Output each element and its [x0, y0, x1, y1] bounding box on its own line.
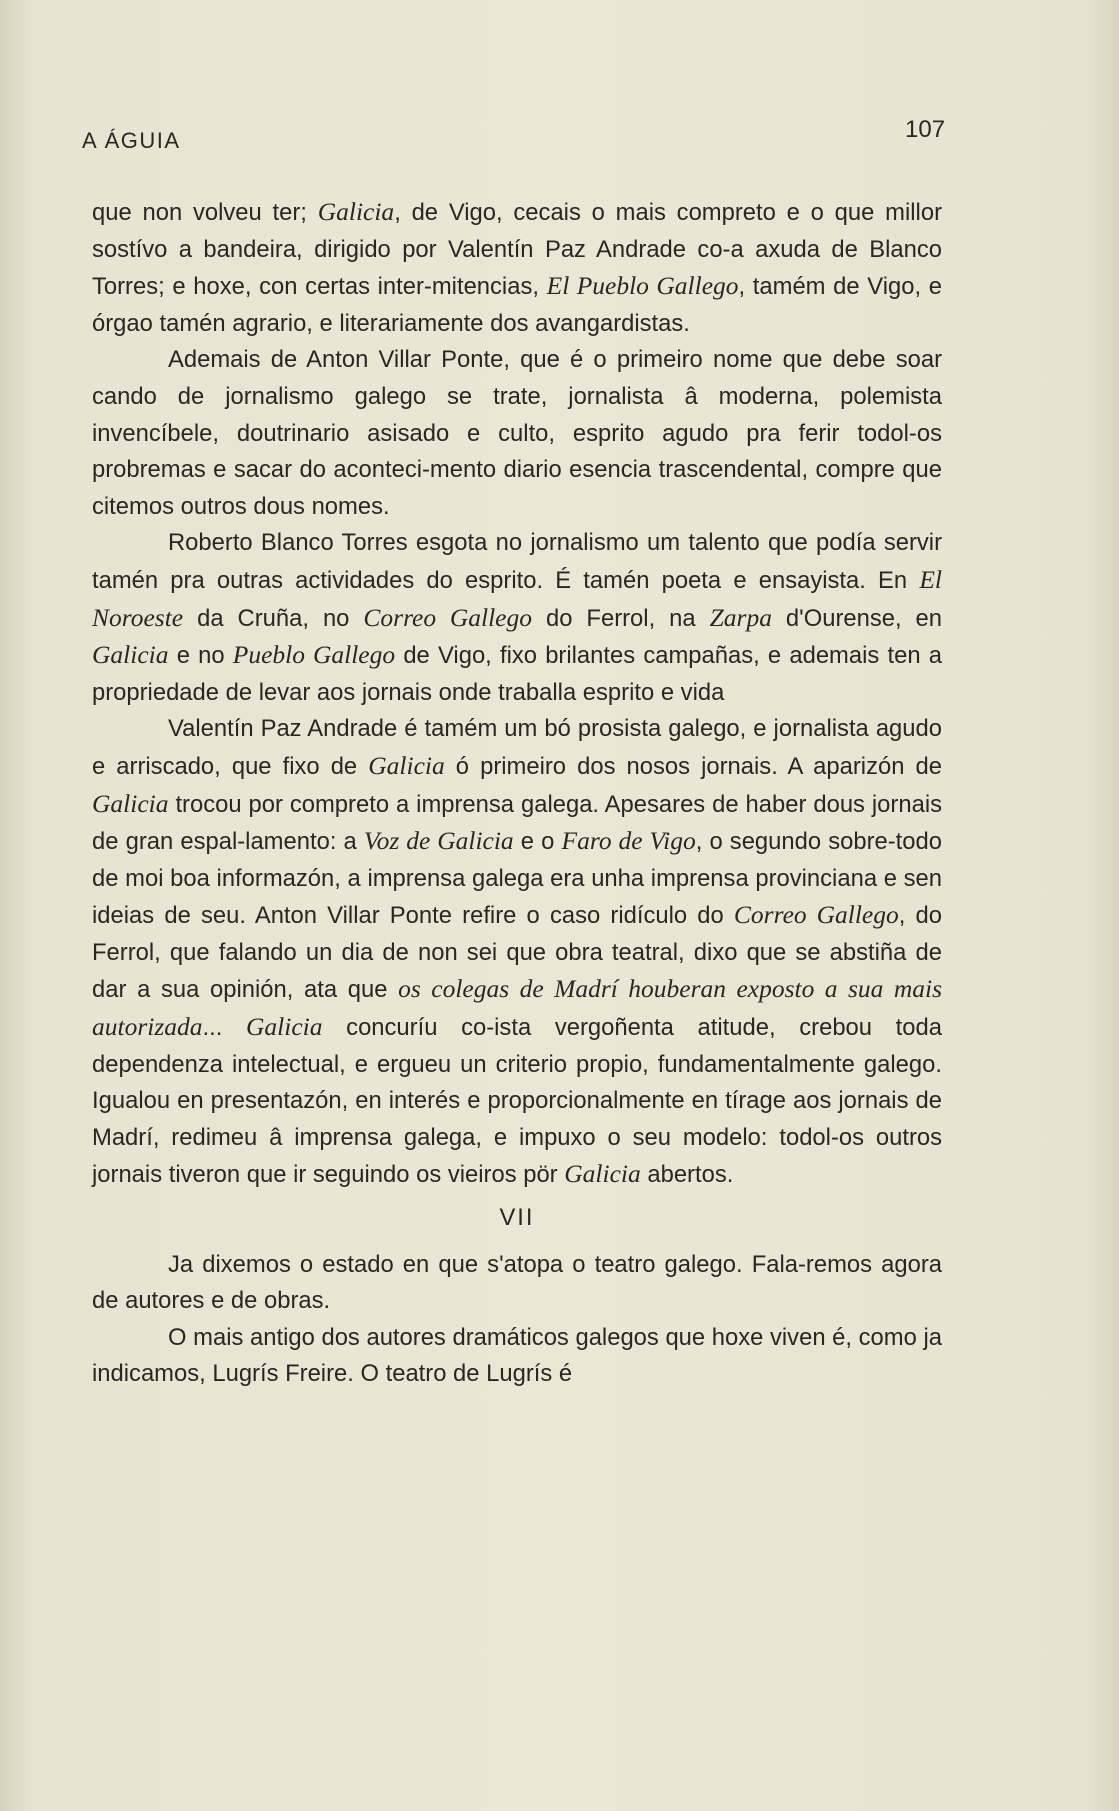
- text-run: Roberto Blanco Torres esgota no jornalismo um talento que podía servir tamén pra outras actividades do esprito. É tamén poeta e ensayista. En: [92, 529, 942, 594]
- text-run: , de Vigo, cecais o mais compreto e o que millor sostívo a bandeira, dirigido por Valentín Paz Andrade co-a axuda de Blanco Torres; e hoxe, con certas inter-mitencias,: [92, 199, 942, 301]
- text-run: da Cruña, no: [183, 604, 364, 632]
- text-run: d'Ourense, en: [771, 604, 943, 632]
- italic-title: Pueblo Gallego: [232, 640, 396, 670]
- text-run: e no: [168, 642, 233, 670]
- running-title: A ÁGUIA: [82, 128, 181, 153]
- italic-title: Correo Gallego: [363, 602, 533, 632]
- italic-title: Zarpa: [709, 602, 772, 632]
- text-run: ...: [202, 1014, 247, 1042]
- italic-title: Galicia: [564, 1159, 641, 1189]
- text-run: concuríu co-ista vergoñenta atitude, crebou toda dependenza intelectual, e ergueu un criterio propio, fundamentalmente galego. Igualou en presentazón, en interés e proporcionalmente en tírage aos jornais de Madrí, redimeu â imprensa galega, e impuxo o seu modelo: todol-os outros jornais tiveron que ir seguindo os vieiros pör: [92, 1014, 942, 1189]
- text-run: de Vigo, fixo brilantes campañas, e ademais ten a propriedade de levar aos jornais onde traballa esprito e vida: [92, 642, 942, 706]
- paragraph-4: [92, 711, 942, 1194]
- text-run: Valentín Paz Andrade é tamém um bó prosista galego, e jornalista agudo e arriscado, que fixo de: [92, 715, 942, 780]
- italic-title: Voz de Galicia: [363, 826, 514, 856]
- italic-quote: os colegas de Madrí houberan exposto a sua mais autorizada: [92, 974, 943, 1042]
- text-run: ó primeiro dos nosos jornais. A aparizón de: [444, 752, 942, 780]
- text-run: , do Ferrol, que falando un dia de non sei que obra teatral, dixo que se abstiña de dar a sua opinión, ata que: [92, 902, 943, 1004]
- italic-title: Correo Gallego: [733, 900, 899, 930]
- text-run: e o: [513, 828, 562, 856]
- italic-title: El Pueblo Gallego: [546, 271, 739, 301]
- italic-title: Faro de Vigo: [561, 826, 696, 856]
- italic-title: Galicia: [92, 788, 169, 818]
- italic-title: Galicia: [246, 1012, 323, 1042]
- text-run: que non volveu ter;: [92, 199, 318, 226]
- text-run: , o segundo sobre-todo de moi boa informazón, a imprensa galega era unha imprensa provinciana e sen ideias de seu. Anton Villar Ponte refire o caso ridículo do: [92, 828, 942, 930]
- section-heading: VII: [499, 1204, 535, 1232]
- text-run: do Ferrol, na: [532, 604, 710, 632]
- paragraph-2: Ademais de Anton Villar Ponte, que é o primeiro nome que debe soar cando de jornalismo galego se trate, jornalista â moderna, polemista invencíbele, doutrinario asisado e culto, esprito agudo pra ferir todol-os probremas e sacar do aconteci-mento diario esencia trascendental, compre que citemos outros dous nomes.: [92, 346, 942, 520]
- italic-title: Galicia: [317, 197, 395, 226]
- italic-title: Galicia: [368, 750, 445, 780]
- text-run: trocou por compreto a imprensa galega. Apesares de haber dous jornais de gran espal-lamento: a: [92, 790, 942, 856]
- paragraph-1: [92, 194, 942, 342]
- paragraph-5: Ja dixemos o estado en que s'atopa o teatro galego. Fala-remos agora de autores e de obras.: [92, 1250, 942, 1315]
- paragraph-6: O mais antigo dos autores dramáticos galegos que hoxe viven é, como ja indicamos, Lugrís Freire. O teatro de Lugrís é: [92, 1323, 942, 1388]
- page-number: 107: [905, 116, 946, 143]
- italic-title: Galicia: [92, 640, 169, 670]
- body-text: [92, 194, 942, 1393]
- text-run: , tamém de Vigo, e órgao tamén agrario, e literariamente dos avangardistas.: [92, 273, 942, 337]
- paragraph-3: [92, 525, 942, 711]
- text-run: abertos.: [640, 1161, 734, 1189]
- italic-title: El Noroeste: [92, 564, 942, 632]
